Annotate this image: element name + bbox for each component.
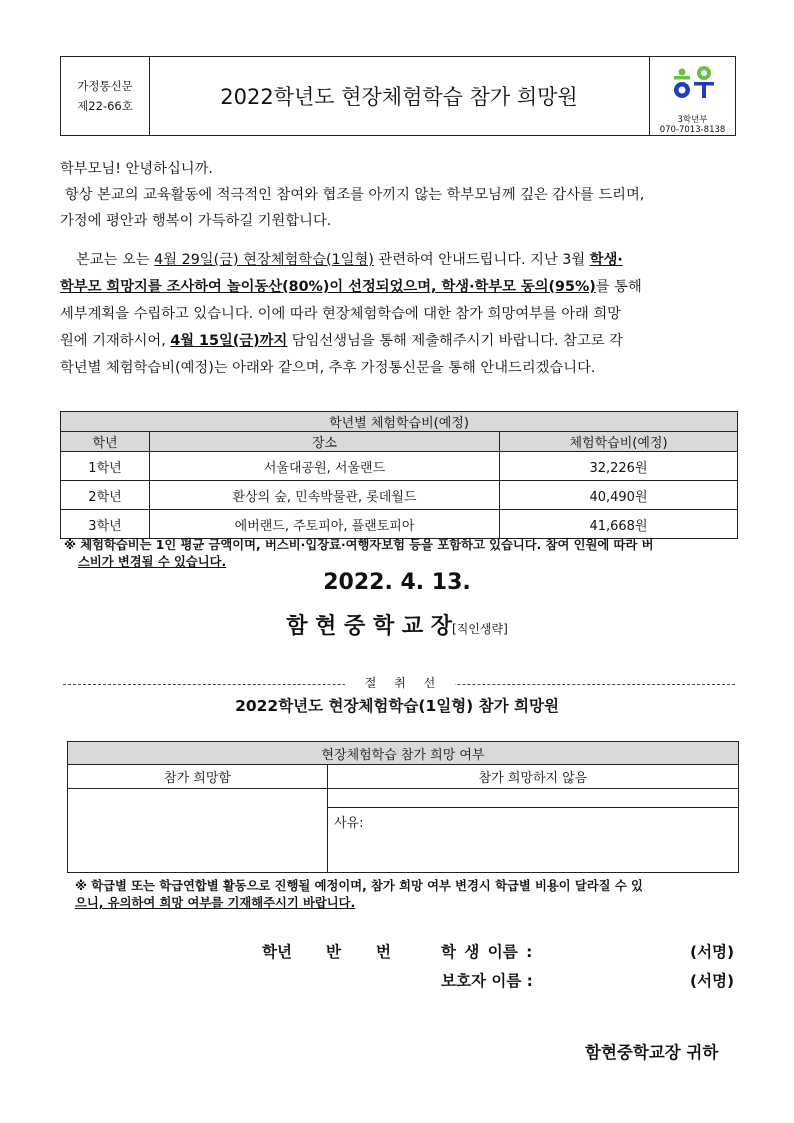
form-title: 2022학년도 현장체험학습(1일형) 참가 희망원 xyxy=(235,697,559,715)
survey-start: 학생· xyxy=(589,252,623,268)
body-line-3: 세부계획을 수립하고 있습니다. 이에 따라 현장체험학습에 대한 참가 희망여부를 아래 희망 xyxy=(60,306,621,322)
parent-name-label: 보호자 이름 : xyxy=(441,972,533,990)
body-line-1: 본교는 오는 4월 29일(금) 현장체험학습(1일형) 관련하여 안내드립니다. 지난 3월 학생· xyxy=(76,252,623,268)
table-row xyxy=(61,510,738,539)
notice-paragraph xyxy=(60,247,750,382)
doc-number: 제22-66호 xyxy=(77,99,133,113)
document-header xyxy=(60,56,736,136)
doc-info-cell xyxy=(61,57,150,135)
principal-name: 함 현 중 학 교 장 xyxy=(286,614,453,639)
school-logo-cell xyxy=(649,57,735,135)
fee-header-grade: 학년 xyxy=(61,432,150,452)
class-label: 반 xyxy=(326,943,341,961)
doc-type: 가정통신문 xyxy=(77,79,133,93)
cost-cell: 32,226원 xyxy=(500,452,738,481)
event-date: 4월 29일(금) 현장체험학습(1일형) xyxy=(154,252,374,268)
greeting-line-1: 학부모님! 안녕하십니까. xyxy=(60,161,213,177)
col-participate: 참가 희망함 xyxy=(68,765,328,789)
grade-cell: 1학년 xyxy=(61,452,150,481)
body-line-4: 원에 기재하시어, 4월 15일(금)까지 담임선생님을 통해 제출해주시기 바랍니다. 참고로 각 xyxy=(60,333,623,349)
reason-label: 사유: xyxy=(334,816,364,831)
reason-field[interactable] xyxy=(328,808,739,873)
grade-cell: 3학년 xyxy=(61,510,150,539)
contact-info xyxy=(650,116,735,135)
greeting xyxy=(60,156,750,234)
submission-deadline: 4월 15일(금)까지 xyxy=(170,333,288,349)
department: 3학년부 xyxy=(677,115,708,125)
table-row xyxy=(61,481,738,510)
grade-label: 학년 xyxy=(262,943,292,961)
not-participate-checkbox-area[interactable] xyxy=(328,789,739,808)
fee-table-caption: 학년별 체험학습비(예정) xyxy=(61,412,738,432)
table-row xyxy=(61,452,738,481)
parent-sign[interactable]: (서명) xyxy=(690,972,735,990)
school-logo-icon xyxy=(670,64,718,104)
principal-line xyxy=(0,609,794,640)
student-sign[interactable]: (서명) xyxy=(690,943,735,961)
greeting-line-2: 항상 본교의 교육활동에 적극적인 참여와 협조를 아끼지 않는 학부모님께 깊은 감사를 드리며, xyxy=(65,187,645,203)
fee-header-place: 장소 xyxy=(150,432,500,452)
fee-header-cost: 체험학습비(예정) xyxy=(500,432,738,452)
form-note xyxy=(75,878,740,912)
cost-cell: 41,668원 xyxy=(500,510,738,539)
student-name-label: 학 생 이름 : xyxy=(441,943,533,961)
survey-result: 학부모 희망지를 조사하여 놀이동산(80%)이 선정되었으며, 학생·학부모 동의(95%) xyxy=(60,279,596,295)
place-cell: 서울대공원, 서울랜드 xyxy=(150,452,500,481)
fee-table xyxy=(60,411,738,539)
grade-cell: 2학년 xyxy=(61,481,150,510)
fee-note-line-1: ※ 체험학습비는 1인 평균 금액이며, 버스비·입장료·여행자보험 등을 포함하고 있습니다. 참여 인원에 따라 버 xyxy=(64,538,654,552)
cut-line-label: 절 취 선 xyxy=(345,674,455,691)
place-cell: 환상의 숲, 민속박물관, 롯데월드 xyxy=(150,481,500,510)
body-line-2: 학부모 희망지를 조사하여 놀이동산(80%)이 선정되었으며, 학생·학부모 동의(95%)를 통해 xyxy=(60,279,642,295)
fee-note-line-2: 스비가 변경될 수 있습니다. xyxy=(78,555,227,569)
participation-table xyxy=(67,741,739,873)
addressee: 함현중학교장 귀하 xyxy=(585,1043,719,1062)
form-note-line-2: 으니, 유의하여 희망 여부를 기재해주시기 바랍니다. xyxy=(75,896,356,910)
place-cell: 에버랜드, 주토피아, 플랜토피아 xyxy=(150,510,500,539)
document-title: 2022학년도 현장체험학습 참가 희망원 xyxy=(220,85,578,109)
fee-note xyxy=(64,537,744,571)
greeting-line-3: 가정에 평안과 행복이 가득하길 기원합니다. xyxy=(60,213,332,229)
body-line-5: 학년별 체험학습비(예정)는 아래와 같으며, 추후 가정통신문을 통해 안내드리겠습니다. xyxy=(60,360,596,376)
form-note-line-1: ※ 학급별 또는 학급연합별 활동으로 진행될 예정이며, 참가 희망 여부 변경시 학급별 비용이 달라질 수 있 xyxy=(75,879,643,893)
seal-note: [직인생략] xyxy=(452,622,508,636)
phone-number: 070-7013-8138 xyxy=(659,124,726,135)
col-not-participate: 참가 희망하지 않음 xyxy=(328,765,739,789)
signature-block xyxy=(0,940,794,1000)
number-label: 번 xyxy=(376,943,391,961)
participate-checkbox-area[interactable] xyxy=(68,789,328,873)
issue-date: 2022. 4. 13. xyxy=(323,570,471,595)
cost-cell: 40,490원 xyxy=(500,481,738,510)
participation-caption: 현장체험학습 참가 희망 여부 xyxy=(68,742,739,765)
